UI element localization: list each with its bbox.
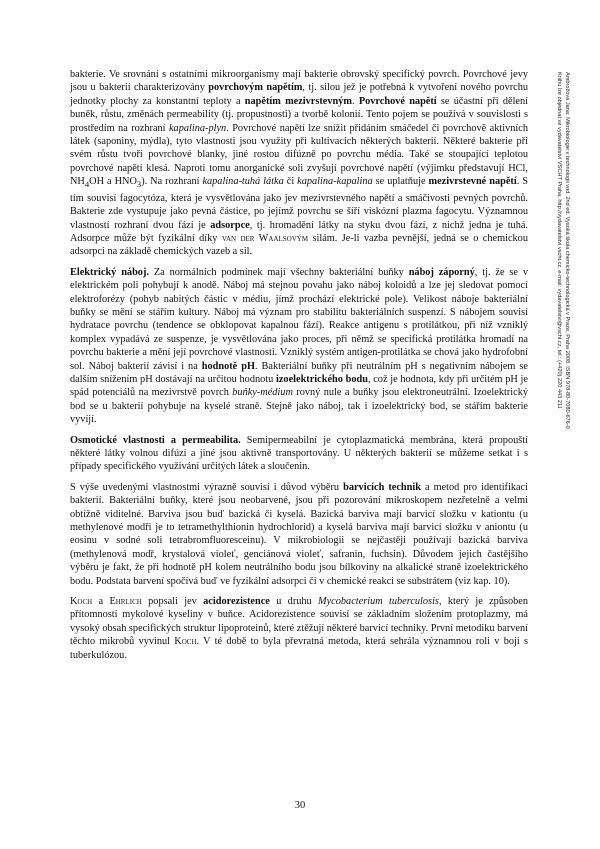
term: izoelektrického bodu [275, 373, 368, 385]
term: adsorpce [210, 219, 250, 231]
page-number: 30 [294, 800, 306, 811]
term: náboj záporný [408, 266, 475, 278]
section-lead: Osmotické vlastnosti a permeabilita. [70, 434, 241, 446]
side-note-line-1: Ambrožová Jana: Mikrobiologie v technologii vod. 2nd ed. Vysoká škola chemicko-technologická v Praze, Praha 2008. ISBN 978-80-7080-676-0 [564, 72, 570, 429]
term-italic: kapalina-tuhá látka [202, 176, 284, 188]
text: rovný nule a buňky jsou elektroneutrální. Izoelektrický bod se u bakterií pohybuje na kyselé straně. Stejně jako náboj, tak i izoelektrický bod, se stářím bakterie vyvíjí. [70, 387, 529, 426]
side-publication-note [540, 72, 570, 582]
subscript: 4 [84, 179, 90, 190]
text: . Bakteriální buňky při neutrálním pH s negativním nábojem se dalším snížením pH dostávají na určitou hodnotu [70, 360, 528, 385]
term: povrchovým napětím [208, 82, 303, 94]
paragraph-electric-charge [70, 266, 528, 427]
subscript: 3 [136, 179, 142, 190]
paragraph-osmotic [70, 434, 528, 474]
text: . Povrchové napětí lze snížit přidáním smáčedel či povrchově aktivních látek (saponiny, mýdla), tyto vlastnosti jsou využity při kultivacích některých bakterií. Některé bakterie při svém růstu tvoří povrchové blanky, jiné rostou difúzně po povrchu média. Také se stoupající teplotou povrchové napětí klesá. Naproti tomu anorganické soli zvyšují povrchové napětí (výjimku představují HCl, NH [70, 122, 528, 188]
term: Povrchové napětí [358, 95, 437, 107]
author-name: van der Waalsovým [221, 232, 309, 244]
text: , tj. silou jež je potřebná k vytvoření nového povrchu jednotky plochy za konstantní teploty a [70, 82, 529, 107]
paragraph-acid-resistance [70, 595, 528, 662]
text: , který je způsoben přítomností mykolové kyseliny v buňce. Acidorezistence souvisí se základním složením protoplazmy, má vysoký obsah specifických struktur lipoproteinů, které ztěžují některé barvicí techniky. První metodiku barvení těchto mikrobů vyvinul [70, 596, 528, 648]
author-name: Koch [174, 636, 197, 648]
text: , tj. hromadění látky na styku dvou fází, z nichž jedna je tuhá. Adsorpce může být fyzikální díky [70, 219, 529, 244]
text: OH a HNO [89, 176, 137, 188]
text: , což je hodnota, kdy při určitém pH je spád potenciálů na mezivrstvě povrch [70, 373, 528, 399]
term-italic: kapalina-plyn [168, 122, 227, 134]
text: popsali jev [141, 596, 204, 608]
text: ). Na rozhraní [141, 176, 203, 188]
paragraph-surface-tension [70, 68, 528, 259]
text: či [283, 176, 298, 188]
text: Semipermeabilní je cytoplazmatická membrána, která propouští některé látky volnou difúzí a jiné jsou aktivně transportovány. U některých bakterií se můžeme setkat i s případy specifického využívání určitých látek a sloučenin. [70, 434, 528, 473]
species-name: Mycobacterium tuberculosis [318, 596, 439, 608]
text: Za normálních podmínek mají všechny bakteriální buňky [148, 266, 409, 278]
section-lead: Elektrický náboj. [70, 266, 149, 278]
side-note-line-2: Knihu lze objednat ve vydavatelství VŠCHT Praha, http://vydavatelstvi.vscht.cz, e-mail: vydavatelstvi@vscht.cz, tel.: (+420) 220 443 211 [556, 72, 563, 409]
term-italic: kapalina-kapalina [297, 176, 373, 188]
text: u druhu [269, 596, 319, 608]
term: acidorezistence [203, 596, 270, 608]
author-name: Koch [70, 596, 93, 608]
paragraph-staining [70, 481, 528, 588]
text: bakterie. Ve srovnání s ostatními mikroorganismy mají bakterie obrovský specifický povrch. Povrchové jevy jsou u bakterií charakterizovány [70, 69, 528, 94]
term: napětím mezivrstevným [244, 95, 352, 107]
text: . S tím souvisí fagocytóza, která je vysvětlována jako jev mezivrstevného napětí a smáčivosti pevných povrchů. Bakterie zde vystupuje jako pevná částice, po jejímž povrchu se šíří viskózní plazma fagocytu. Významnou vlastností rozhraní dvou fází je [70, 176, 528, 231]
text: S výše uvedenými vlastnostmi výrazně souvisí i důvod výběru [70, 481, 344, 493]
text: , tj. že se v elektrickém poli pohybují k anodě. Náboj má stejnou povahu jako náboj koloidů a lze jej sledovat pomocí elektroforézy (pohyb nabitých částic v médiu, jímž prochází elektrické pole). Velikost náboje bakteriální buňky se mění se stářím kultury. Náboj má význam pro stabilitu bakteriálních suspenzí. S nábojem souvisí hydratace povrchu (tendence se obklopovat kapalnou fází). Reakce antigenu s protilátkou, při níž vzniklý komplex vypadává ze suspenze, je vysvětlována jako proces, při němž se specifická protilátka hromadí na povrchu bakterie a mění její povrchové vlastnosti. Vzniklý systém antigen-protilátka se chová jako hydrofobní sol. Náboj bakterií závisí i na [70, 266, 528, 372]
term: mezivrstevné napětí [428, 176, 517, 188]
term-italic: buňky-médium [232, 387, 293, 399]
text: a metod pro identifikaci bakterií. Bakteriální buňky, které jsou neobarvené, jsou při pozorování mikroskopem nezřetelně a velmi obtížně viditelné. Barviva jsou buď bazická či kyselá. Bazická barviva mají barvicí složku v kationtu (u methylenové modři je to tetramethylthionin hydrochlorid) a kyselá barviva mají barvicí složku v aniontu (u eosinu v sodné soli tetrabromfluoresceinu). V mikrobiologii se nejčastěji používají bazická barviva (methylenová modř, krystalová violeť, genciánová violeť, safranin, fuchsin). Důvodem jejich častějšího výběru je fakt, že při hodnotě pH kolem neutrálního bodu jsou bílkoviny na alkalické straně izoelektrického bodu. Podstata barvení spočívá buď ve fyzikální adsorpci či v chemické reakci se substrátem (viz kap. 10). [70, 481, 528, 587]
text: se uplatňuje [372, 176, 429, 188]
text: . [351, 95, 359, 107]
term: hodnotě pH [201, 360, 255, 372]
author-name: Ehrlich [109, 596, 142, 608]
term: barvicích technik [343, 481, 421, 493]
text: a [92, 596, 110, 608]
text: silám. Je-li vazba pevnější, jedná se o chemickou adsorpci na základě chemických vazeb a sil. [70, 232, 528, 258]
main-text [70, 68, 528, 669]
text: se účastní při dělení buněk, růstu, změnách permeability (tj. propustnosti) a tvorbě kolonií. Tento pojem se používá v souvislosti s prostředím na rozhraní [70, 95, 529, 134]
text: . V té době to byla převratná metoda, která sehrála významnou roli v boji s tuberkulózou. [70, 636, 528, 661]
